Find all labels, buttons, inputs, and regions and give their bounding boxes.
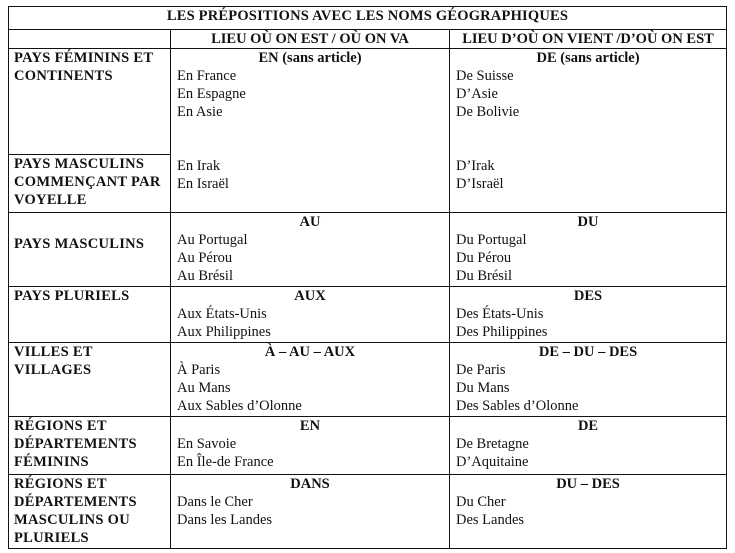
category-cell: RÉGIONS ET DÉPARTEMENTS FÉMININS xyxy=(9,417,171,475)
table-row xyxy=(9,475,727,549)
example: D’Irak xyxy=(456,158,495,174)
example: À Paris xyxy=(177,362,221,378)
category-label: PAYS MASCULINS xyxy=(14,235,145,252)
to-cell xyxy=(171,287,450,343)
from-cell xyxy=(450,475,727,549)
example: Aux Philippines xyxy=(177,324,271,340)
from-cell xyxy=(450,213,727,287)
header-where-you-are: LIEU OÙ ON EST / OÙ ON VA xyxy=(171,30,450,49)
preposition-label: AU xyxy=(299,214,321,230)
example: Aux Sables d’Olonne xyxy=(177,398,302,414)
example: D’Aquitaine xyxy=(456,454,529,470)
table-title: LES PRÉPOSITIONS AVEC LES NOMS GÉOGRAPHIQUES xyxy=(9,7,727,30)
example: En Espagne xyxy=(177,86,246,102)
preposition-label: DE xyxy=(577,418,599,434)
example: Au Brésil xyxy=(177,268,233,284)
example: D’Asie xyxy=(456,86,498,102)
preposition-label: DU – DES xyxy=(556,476,620,492)
example: En Île-de France xyxy=(177,454,274,470)
table-row xyxy=(9,287,727,343)
preposition-label: DU xyxy=(577,214,599,230)
preposition-label: AUX xyxy=(294,288,326,304)
category-cell: VILLES ET VILLAGES xyxy=(9,343,171,417)
preposition-label: À – AU – AUX xyxy=(264,344,356,360)
table-row xyxy=(9,417,727,475)
to-cell xyxy=(171,475,450,549)
to-cell xyxy=(171,213,450,287)
to-cell xyxy=(171,343,450,417)
preposition-label: DES xyxy=(573,288,603,304)
example: Du Cher xyxy=(456,494,506,510)
to-cell xyxy=(171,49,450,213)
example: En Asie xyxy=(177,104,223,120)
title-row xyxy=(9,7,727,30)
example: Des Philippines xyxy=(456,324,548,340)
table-row xyxy=(9,343,727,417)
header-row xyxy=(9,30,727,49)
preposition-label: EN (sans article) xyxy=(258,50,362,66)
from-cell xyxy=(450,417,727,475)
example: Du Pérou xyxy=(456,250,512,266)
example: Au Pérou xyxy=(177,250,233,266)
preposition-label: DE – DU – DES xyxy=(538,344,638,360)
example: De Suisse xyxy=(456,68,514,84)
example: De Paris xyxy=(456,362,506,378)
category-cell: PAYS FÉMININS ET CONTINENTS xyxy=(9,49,171,155)
example: Dans les Landes xyxy=(177,512,273,528)
example: Au Mans xyxy=(177,380,231,396)
table-row xyxy=(9,49,727,155)
table-row xyxy=(9,213,727,287)
example: En France xyxy=(177,68,237,84)
example: Des Sables d’Olonne xyxy=(456,398,579,414)
category-cell: RÉGIONS ET DÉPARTEMENTS MASCULINS OU PLURIELS xyxy=(9,475,171,549)
example: De Bretagne xyxy=(456,436,529,452)
to-cell xyxy=(171,417,450,475)
example: Des Landes xyxy=(456,512,525,528)
category-cell: PAYS MASCULINS COMMENÇANT PAR VOYELLE xyxy=(9,155,171,213)
example: Au Portugal xyxy=(177,232,248,248)
preposition-label: EN xyxy=(299,418,321,434)
example: Des États-Unis xyxy=(456,306,544,322)
example: Du Mans xyxy=(456,380,510,396)
category-cell: PAYS PLURIELS xyxy=(9,287,171,343)
preposition-label: DANS xyxy=(290,476,330,492)
from-cell xyxy=(450,287,727,343)
category-cell xyxy=(9,213,171,287)
example: D’Israël xyxy=(456,176,504,192)
example: Du Brésil xyxy=(456,268,512,284)
example: En Savoie xyxy=(177,436,237,452)
prepositions-table xyxy=(8,6,727,549)
preposition-label: DE (sans article) xyxy=(536,50,640,66)
example: En Israël xyxy=(177,176,229,192)
example: Du Portugal xyxy=(456,232,527,248)
header-empty xyxy=(9,30,171,49)
example: Dans le Cher xyxy=(177,494,253,510)
example: En Irak xyxy=(177,158,221,174)
header-where-you-come-from: LIEU D’OÙ ON VIENT /D’OÙ ON EST xyxy=(450,30,727,49)
from-cell xyxy=(450,343,727,417)
example: De Bolivie xyxy=(456,104,520,120)
from-cell xyxy=(450,49,727,213)
example: Aux États-Unis xyxy=(177,306,267,322)
